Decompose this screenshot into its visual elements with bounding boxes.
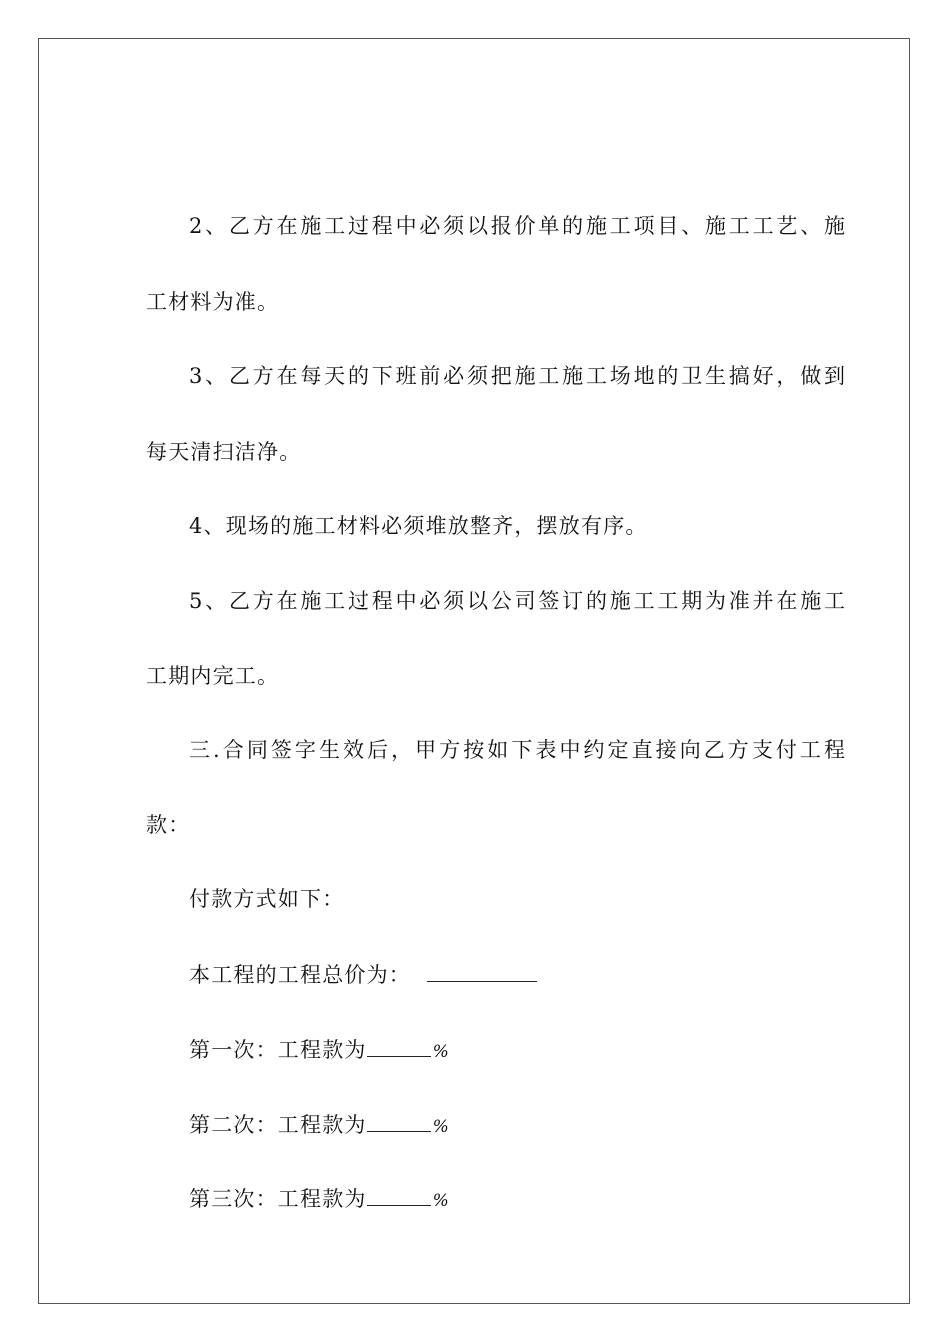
clause-3-line-1: 3、乙方在每天的下班前必须把施工施工场地的卫生搞好，做到 xyxy=(189,364,845,388)
installment-row-2 xyxy=(189,1109,450,1141)
installment-3-unit: % xyxy=(432,1191,450,1211)
total-price-blank[interactable] xyxy=(427,959,537,982)
clause-5-line-1: 5、乙方在施工过程中必须以公司签订的施工工期为准并在施工 xyxy=(189,589,845,613)
installment-3-label: 第三次：工程款为 xyxy=(189,1187,367,1211)
installment-2-label: 第二次：工程款为 xyxy=(189,1113,367,1137)
installment-row-1 xyxy=(189,1034,450,1066)
installment-3-blank[interactable] xyxy=(367,1183,431,1206)
total-price-row xyxy=(189,959,537,989)
payment-heading: 付款方式如下： xyxy=(189,887,345,911)
installment-row-3 xyxy=(189,1183,450,1215)
installment-2-blank[interactable] xyxy=(367,1109,431,1132)
clause-2-line-2: 工材料为准。 xyxy=(146,290,280,314)
installment-1-label: 第一次：工程款为 xyxy=(189,1038,367,1062)
clause-3-line-2: 每天清扫洁净。 xyxy=(146,440,302,464)
clause-5-line-2: 工期内完工。 xyxy=(146,664,280,688)
installment-1-blank[interactable] xyxy=(367,1034,431,1057)
clause-4-line-1: 4、现场的施工材料必须堆放整齐，摆放有序。 xyxy=(189,514,648,538)
total-price-label: 本工程的工程总价为： xyxy=(189,963,411,987)
installment-1-unit: % xyxy=(432,1042,450,1062)
clause-2-line-1: 2、乙方在施工过程中必须以报价单的施工项目、施工工艺、施 xyxy=(189,214,845,238)
installment-2-unit: % xyxy=(432,1117,450,1137)
section-3-line-2: 款： xyxy=(146,813,191,837)
section-3-line-1: 三.合同签字生效后，甲方按如下表中约定直接向乙方支付工程 xyxy=(189,738,845,762)
